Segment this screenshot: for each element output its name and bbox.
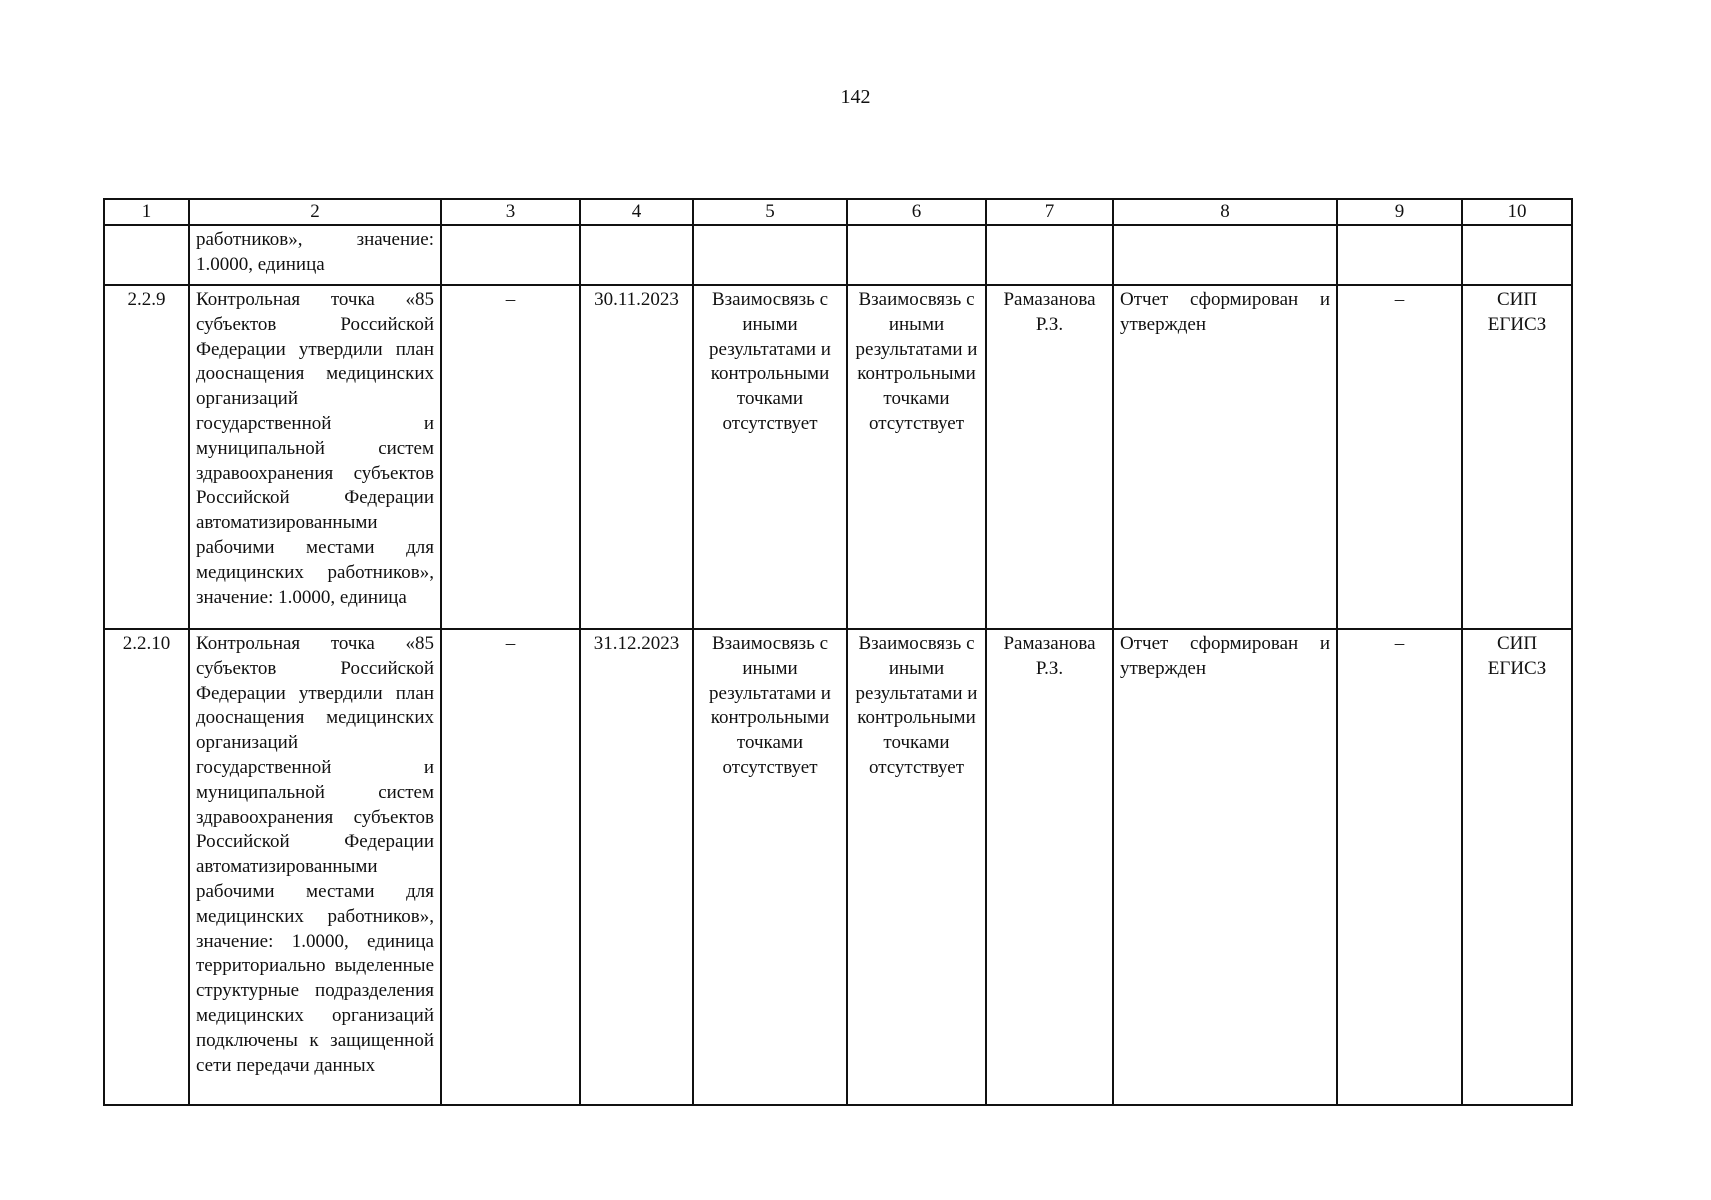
col-header-1: 1 <box>104 199 189 225</box>
cell-empty <box>580 225 693 285</box>
row-number: 2.2.10 <box>104 629 189 1105</box>
cell-empty <box>1462 225 1572 285</box>
cell-empty <box>104 225 189 285</box>
col-header-9: 9 <box>1337 199 1462 225</box>
cell-empty <box>1337 225 1462 285</box>
row-col3: – <box>441 629 580 1105</box>
cell-empty <box>1113 225 1337 285</box>
page-number: 142 <box>840 86 871 108</box>
table-row <box>104 629 1572 1105</box>
plan-table <box>103 198 1573 1106</box>
row-col6: Взаимосвязь с иными результатами и контрольными точками отсутствует <box>847 285 986 629</box>
col-header-2: 2 <box>189 199 441 225</box>
row-col3: – <box>441 285 580 629</box>
row-number: 2.2.9 <box>104 285 189 629</box>
row-col9: – <box>1337 629 1462 1105</box>
col-header-5: 5 <box>693 199 847 225</box>
row-description: Контрольная точка «85 субъектов Российской Федерации утвердили план дооснащения медицинских организаций государственной и муниципальной систем здравоохранения субъектов Российской Федерации автоматизированными рабочими местами для медицинских работников», значение: 1.0000, единица <box>189 285 441 629</box>
row-result: Отчет сформирован и утвержден <box>1113 285 1337 629</box>
row-col6: Взаимосвязь с иными результатами и контрольными точками отсутствует <box>847 629 986 1105</box>
cell-empty <box>693 225 847 285</box>
col-header-10: 10 <box>1462 199 1572 225</box>
col-header-3: 3 <box>441 199 580 225</box>
cell-empty <box>847 225 986 285</box>
table-row <box>104 285 1572 629</box>
row-col5: Взаимосвязь с иными результатами и контрольными точками отсутствует <box>693 629 847 1105</box>
continuation-text: работников», значение: 1.0000, единица <box>189 225 441 285</box>
row-description: Контрольная точка «85 субъектов Российской Федерации утвердили план дооснащения медицинских организаций государственной и муниципальной систем здравоохранения субъектов Российской Федерации автоматизированными рабочими местами для медицинских работников», значение: 1.0000, единица территориально выделенные структурные подразделения медицинских организаций подключены к защищенной сети передачи данных <box>189 629 441 1105</box>
continuation-row <box>104 225 1572 285</box>
col-header-8: 8 <box>1113 199 1337 225</box>
col-header-4: 4 <box>580 199 693 225</box>
cell-empty <box>441 225 580 285</box>
row-system: СИП ЕГИСЗ <box>1462 629 1572 1105</box>
cell-empty <box>986 225 1113 285</box>
row-result: Отчет сформирован и утвержден <box>1113 629 1337 1105</box>
col-header-7: 7 <box>986 199 1113 225</box>
row-col9: – <box>1337 285 1462 629</box>
col-header-6: 6 <box>847 199 986 225</box>
row-responsible: Рамазанова Р.З. <box>986 629 1113 1105</box>
header-row <box>104 199 1572 225</box>
row-system: СИП ЕГИСЗ <box>1462 285 1572 629</box>
row-responsible: Рамазанова Р.З. <box>986 285 1113 629</box>
row-col5: Взаимосвязь с иными результатами и контрольными точками отсутствует <box>693 285 847 629</box>
row-date: 31.12.2023 <box>580 629 693 1105</box>
row-date: 30.11.2023 <box>580 285 693 629</box>
